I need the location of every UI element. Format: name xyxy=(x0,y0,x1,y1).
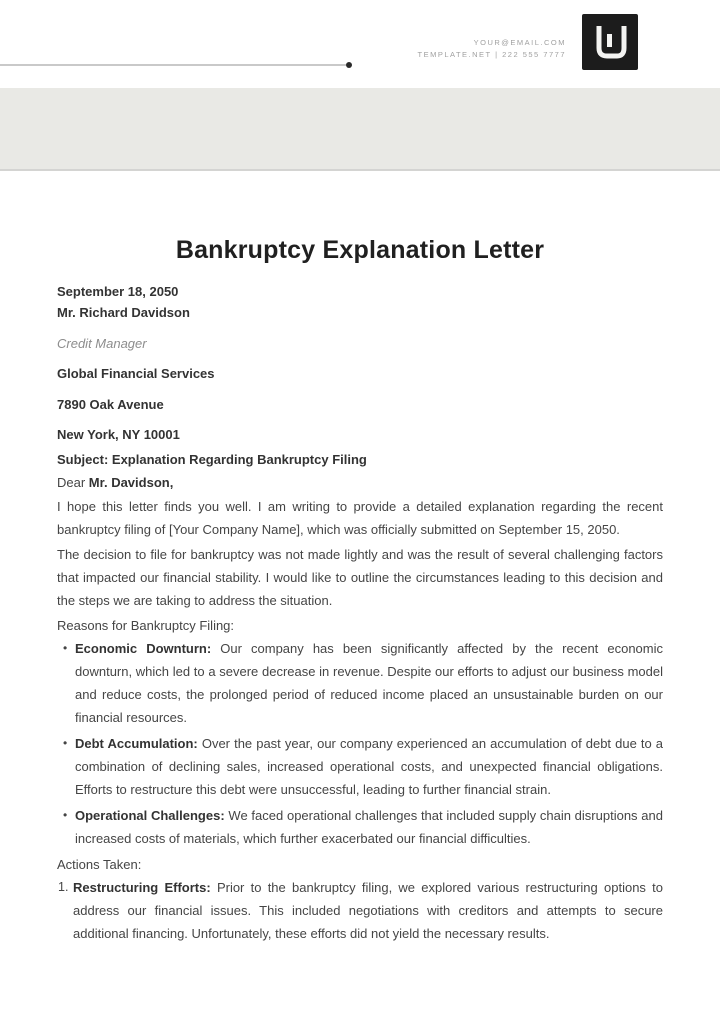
divider-dot xyxy=(346,62,352,68)
recipient-name: Mr. Richard Davidson xyxy=(57,305,190,320)
list-item-restructuring-efforts xyxy=(73,876,663,945)
lu-monogram-icon xyxy=(582,57,638,74)
list-item-text: Over the past year, our company experienced an accumulation of debt due to a combination of declining sales, increased operational costs, and unexpected financial obligations. Efforts to restructure this debt were unsuccessful, leading to further financial strain. xyxy=(75,736,664,797)
list-item-text: We faced operational challenges that included supply chain disruptions and increased costs of materials, which further exacerbated our financial difficulties. xyxy=(75,808,663,846)
company-logo xyxy=(582,14,638,70)
actions-heading: Actions Taken: xyxy=(57,857,142,872)
paragraph-decision: The decision to file for bankruptcy was not made lightly and was the result of several challenging factors that impacted our financial stability. I would like to outline the circumstances leading to this decision and the steps we are taking to address the situation. xyxy=(57,547,663,608)
list-item-label: Operational Challenges: xyxy=(75,808,225,823)
salutation-name: Mr. Davidson, xyxy=(88,475,174,490)
page-header xyxy=(0,0,720,88)
reasons-heading: Reasons for Bankruptcy Filing: xyxy=(57,618,235,633)
recipient-address-street: 7890 Oak Avenue xyxy=(57,397,164,412)
letter-date: September 18, 2050 xyxy=(57,284,179,299)
recipient-company: Global Financial Services xyxy=(57,366,215,381)
list-item-label: Debt Accumulation: xyxy=(75,736,198,751)
letter-body xyxy=(0,173,720,948)
contact-site-phone: TEMPLATE.NET | 222 555 7777 xyxy=(417,50,566,59)
reasons-list xyxy=(57,637,663,850)
letter-title: Bankruptcy Explanation Letter xyxy=(175,236,545,264)
list-item-label: Economic Downturn: xyxy=(75,641,212,656)
salutation-prefix: Dear xyxy=(57,475,89,490)
list-item-text: Prior to the bankruptcy filing, we explored various restructuring options to address our financial issues. This included negotiations with creditors and attempts to secure additional financing. Unfortunately, these efforts did not yield the necessary results. xyxy=(73,880,663,941)
paragraph-intro: I hope this letter finds you well. I am writing to provide a detailed explanation regarding the recent bankruptcy filing of [Your Company Name], which was officially submitted on September 15, 2050. xyxy=(57,499,663,537)
actions-list xyxy=(57,876,663,945)
recipient-address-city: New York, NY 10001 xyxy=(57,427,180,442)
header-contact xyxy=(418,37,566,61)
header-divider-line xyxy=(0,64,346,66)
subject-line: Subject: Explanation Regarding Bankruptcy Filing xyxy=(57,452,367,467)
list-item-text: Our company has been significantly affected by the recent economic downturn, which led to a severe decrease in revenue. Despite our efforts to adjust our business model and reduce costs, the prolonged period of reduced income placed an unsustainable burden on our financial resources. xyxy=(75,641,664,725)
salutation xyxy=(57,472,663,494)
header-band xyxy=(0,88,720,171)
contact-email: YOUR@EMAIL.COM xyxy=(473,38,566,47)
list-item-debt-accumulation xyxy=(75,732,663,801)
list-item-label: Restructuring Efforts: xyxy=(73,880,211,895)
list-item-operational-challenges xyxy=(75,804,663,850)
recipient-job-title: Credit Manager xyxy=(57,336,147,351)
list-item-economic-downturn xyxy=(75,637,663,729)
